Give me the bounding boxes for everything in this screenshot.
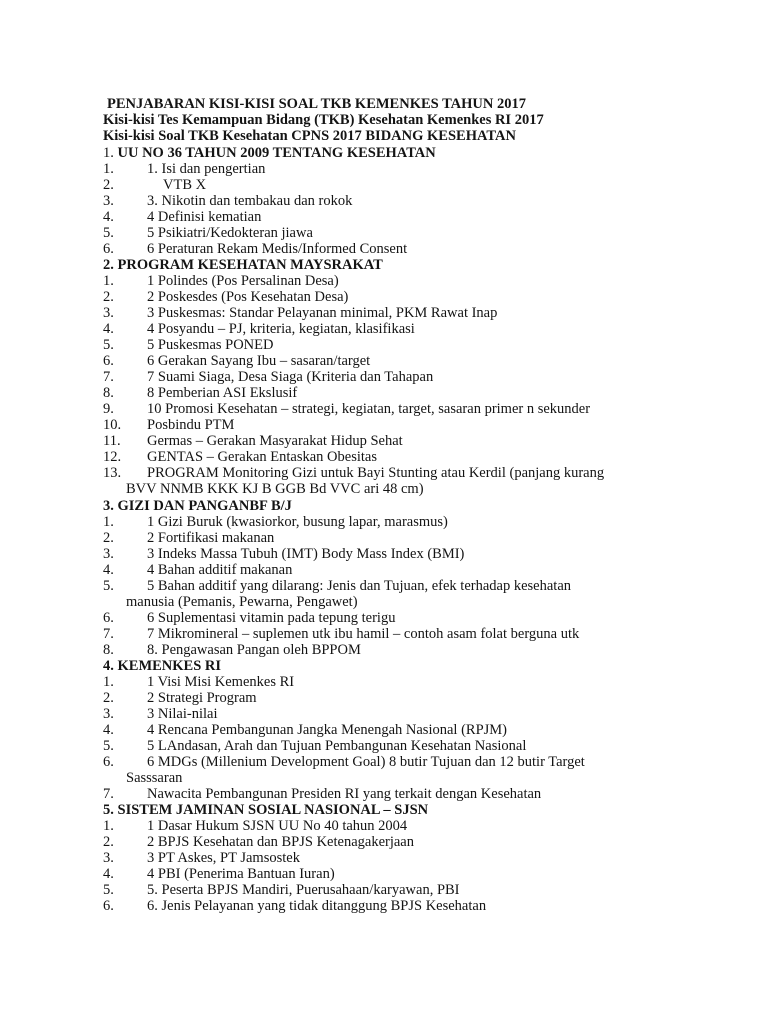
item-text: Posbindu PTM bbox=[147, 417, 235, 433]
item-number: 5. bbox=[103, 738, 114, 754]
item-text: 4 Bahan additif makanan bbox=[147, 562, 293, 578]
item-text: 4 Posyandu – PJ, kriteria, kegiatan, klasifikasi bbox=[147, 321, 415, 337]
item-text: 3 Puskesmas: Standar Pelayanan minimal, PKM Rawat Inap bbox=[147, 305, 498, 321]
item-text: Germas – Gerakan Masyarakat Hidup Sehat bbox=[147, 433, 403, 449]
item-text: 4 PBI (Penerima Bantuan Iuran) bbox=[147, 866, 335, 882]
item-number: 2. bbox=[103, 289, 114, 305]
item-text: 6 Suplementasi vitamin pada tepung terigu bbox=[147, 610, 396, 626]
item-text: 6. Jenis Pelayanan yang tidak ditanggung BPJS Kesehatan bbox=[147, 898, 487, 914]
item-text: 5 Bahan additif yang dilarang: Jenis dan Tujuan, efek terhadap kesehatan bbox=[147, 578, 572, 594]
item-text: manusia (Pemanis, Pewarna, Pengawet) bbox=[126, 594, 358, 610]
item-number: 4. bbox=[103, 209, 114, 225]
item-number: 7. bbox=[103, 369, 114, 385]
item-text: 5 Puskesmas PONED bbox=[147, 337, 274, 353]
item-number: 4. bbox=[103, 562, 114, 578]
item-text: 7 Mikromineral – suplemen utk ibu hamil – contoh asam folat berguna utk bbox=[147, 626, 580, 642]
item-number: 4. bbox=[103, 321, 114, 337]
item-text: 2 Strategi Program bbox=[147, 690, 257, 706]
item-number: 7. bbox=[103, 626, 114, 642]
section-heading: 4. KEMENKES RI bbox=[103, 658, 222, 674]
item-text: 3. Nikotin dan tembakau dan rokok bbox=[147, 193, 353, 209]
item-text: 1 Dasar Hukum SJSN UU No 40 tahun 2004 bbox=[147, 818, 408, 834]
item-text: 3 Indeks Massa Tubuh (IMT) Body Mass Index (BMI) bbox=[147, 546, 465, 562]
item-text: 6 MDGs (Millenium Development Goal) 8 butir Tujuan dan 12 butir Target bbox=[147, 754, 585, 770]
item-number: 11. bbox=[103, 433, 121, 449]
item-text: 10 Promosi Kesehatan – strategi, kegiatan, target, sasaran primer n sekunder bbox=[147, 401, 591, 417]
item-number: 1. bbox=[103, 273, 114, 289]
item-number: 5. bbox=[103, 225, 114, 241]
item-number: 8. bbox=[103, 385, 114, 401]
item-number: 3. bbox=[103, 546, 114, 562]
doc-subtitle: Kisi-kisi Tes Kemampuan Bidang (TKB) Kesehatan Kemenkes RI 2017 bbox=[103, 112, 544, 128]
item-text: 4 Definisi kematian bbox=[147, 209, 262, 225]
doc-title: PENJABARAN KISI-KISI SOAL TKB KEMENKES TAHUN 2017 bbox=[107, 96, 526, 112]
item-text: 5 LAndasan, Arah dan Tujuan Pembangunan Kesehatan Nasional bbox=[147, 738, 527, 754]
item-text: BVV NNMB KKK KJ B GGB Bd VVC ari 48 cm) bbox=[126, 481, 424, 497]
item-text: 1. Isi dan pengertian bbox=[147, 161, 266, 177]
item-number: 7. bbox=[103, 786, 114, 802]
section-heading: 3. GIZI DAN PANGANBF B/J bbox=[103, 498, 292, 514]
item-text: VTB X bbox=[163, 177, 207, 193]
item-number: 12. bbox=[103, 449, 122, 465]
item-number: 1. bbox=[103, 674, 114, 690]
item-number: 1. bbox=[103, 818, 114, 834]
section-heading: 5. SISTEM JAMINAN SOSIAL NASIONAL – SJSN bbox=[103, 802, 429, 818]
item-text: Nawacita Pembangunan Presiden RI yang terkait dengan Kesehatan bbox=[147, 786, 542, 802]
item-number: 9. bbox=[103, 401, 114, 417]
item-number: 5. bbox=[103, 882, 114, 898]
item-number: 3. bbox=[103, 850, 114, 866]
item-text: Sasssaran bbox=[126, 770, 183, 786]
item-number: 6. bbox=[103, 353, 114, 369]
item-text: 8 Pemberian ASI Ekslusif bbox=[147, 385, 298, 401]
section-heading: 2. PROGRAM KESEHATAN MAYSRAKAT bbox=[103, 257, 383, 273]
item-text: 2 BPJS Kesehatan dan BPJS Ketenagakerjaan bbox=[147, 834, 414, 850]
item-text: 7 Suami Siaga, Desa Siaga (Kriteria dan Tahapan bbox=[147, 369, 434, 385]
item-number: 6. bbox=[103, 241, 114, 257]
item-number: 6. bbox=[103, 754, 114, 770]
item-text: 4 Rencana Pembangunan Jangka Menengah Nasional (RPJM) bbox=[147, 722, 508, 738]
item-text: GENTAS – Gerakan Entaskan Obesitas bbox=[147, 449, 377, 465]
item-number: 1. bbox=[103, 514, 114, 530]
doc-subtitle: Kisi-kisi Soal TKB Kesehatan CPNS 2017 BIDANG KESEHATAN bbox=[103, 128, 516, 144]
item-text: 1 Visi Misi Kemenkes RI bbox=[147, 674, 295, 690]
item-number: 2. bbox=[103, 690, 114, 706]
item-text: PROGRAM Monitoring Gizi untuk Bayi Stunting atau Kerdil (panjang kurang bbox=[147, 465, 605, 481]
item-number: 1. bbox=[103, 161, 114, 177]
item-text: 3 Nilai-nilai bbox=[147, 706, 218, 722]
item-number: 3. bbox=[103, 706, 114, 722]
item-text: 2 Fortifikasi makanan bbox=[147, 530, 275, 546]
item-number: 4. bbox=[103, 866, 114, 882]
item-number: 2. bbox=[103, 834, 114, 850]
item-number: 10. bbox=[103, 417, 122, 433]
item-number: 2. bbox=[103, 530, 114, 546]
item-text: 1 Gizi Buruk (kwasiorkor, busung lapar, marasmus) bbox=[147, 514, 448, 530]
item-text: 6 Gerakan Sayang Ibu – sasaran/target bbox=[147, 353, 371, 369]
item-number: 3. bbox=[103, 305, 114, 321]
item-number: 8. bbox=[103, 642, 114, 658]
item-number: 2. bbox=[103, 177, 114, 193]
item-number: 6. bbox=[103, 610, 114, 626]
item-number: 5. bbox=[103, 578, 114, 594]
item-number: 13. bbox=[103, 465, 122, 481]
item-text: 1 Polindes (Pos Persalinan Desa) bbox=[147, 273, 339, 289]
item-text: 3 PT Askes, PT Jamsostek bbox=[147, 850, 300, 866]
item-text: 5 Psikiatri/Kedokteran jiawa bbox=[147, 225, 313, 241]
item-text: 8. Pengawasan Pangan oleh BPPOM bbox=[147, 642, 361, 658]
item-number: 3. bbox=[103, 193, 114, 209]
item-number: 5. bbox=[103, 337, 114, 353]
item-number: 6. bbox=[103, 898, 114, 914]
item-text: 6 Peraturan Rekam Medis/Informed Consent bbox=[147, 241, 408, 257]
item-number: 4. bbox=[103, 722, 114, 738]
item-text: 5. Peserta BPJS Mandiri, Puerusahaan/karyawan, PBI bbox=[147, 882, 460, 898]
item-text: 2 Poskesdes (Pos Kesehatan Desa) bbox=[147, 289, 349, 305]
section-heading: 1. UU NO 36 TAHUN 2009 TENTANG KESEHATAN bbox=[103, 145, 436, 161]
